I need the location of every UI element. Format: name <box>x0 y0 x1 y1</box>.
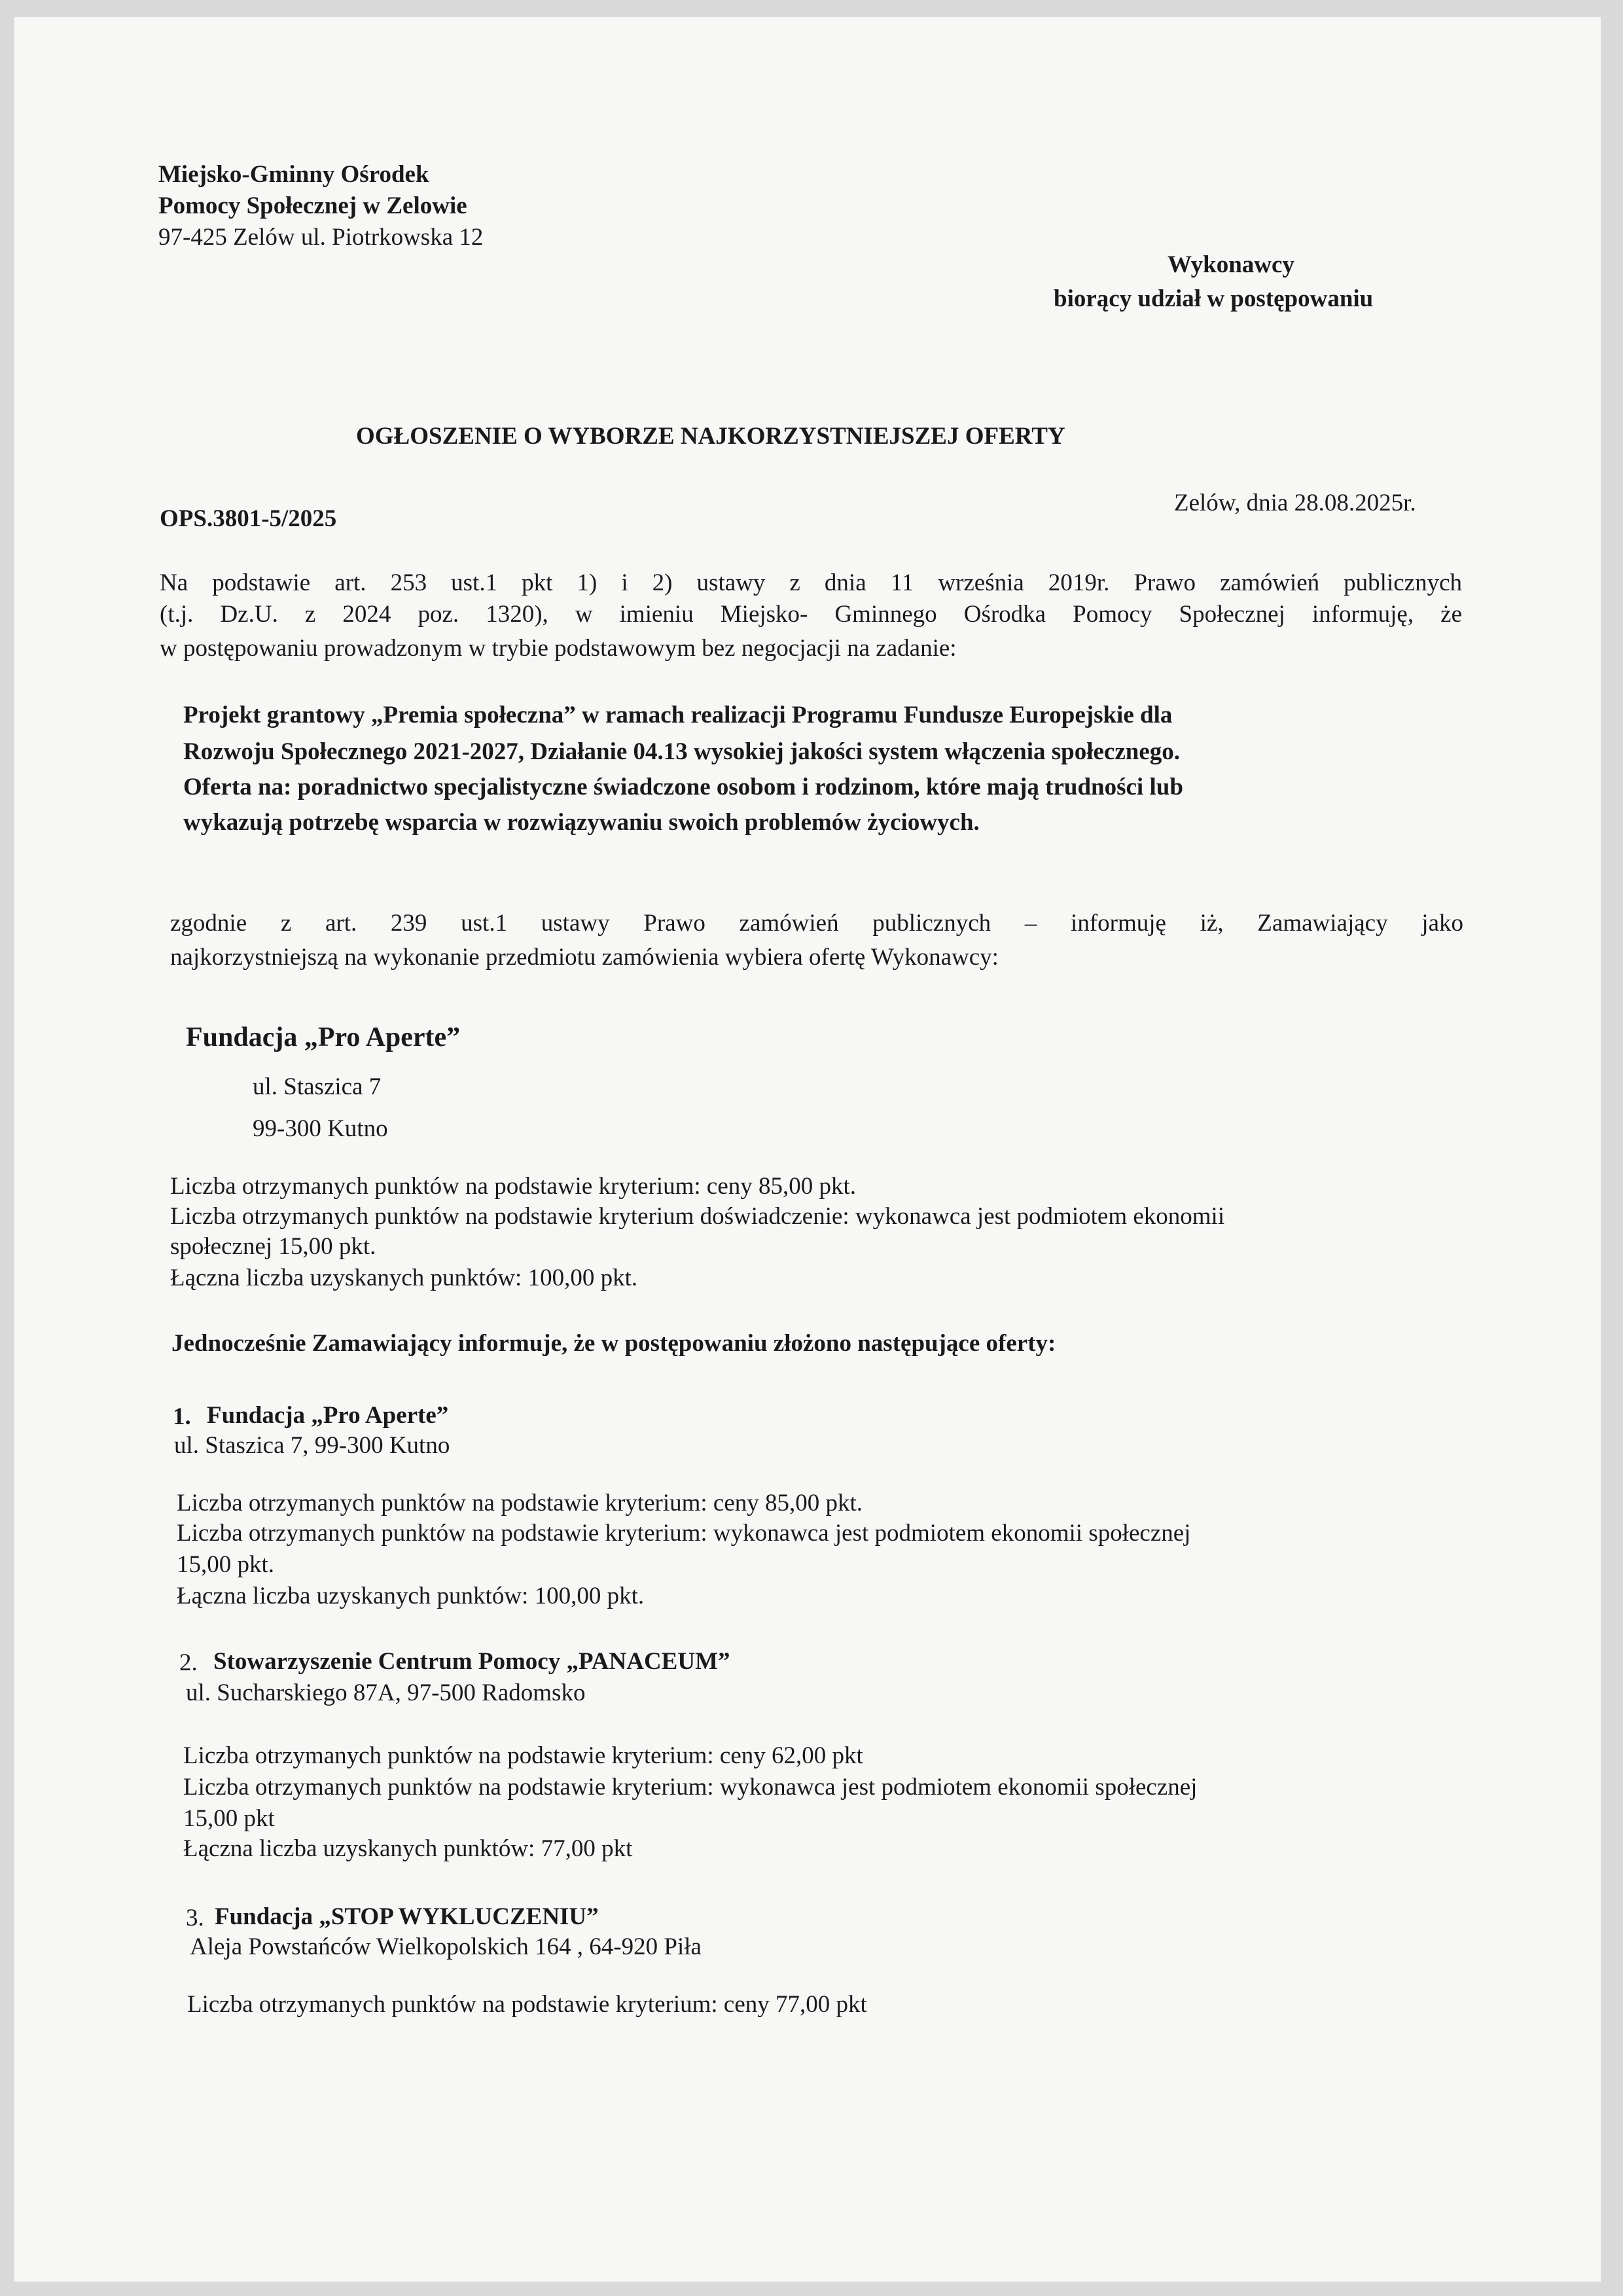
winner-points-experience-cont: społecznej 15,00 pkt. <box>170 1233 376 1260</box>
project-line-1: Projekt grantowy „Premia społeczna” w ramach realizacji Programu Fundusze Europejskie dla <box>183 702 1173 728</box>
intro-line-3: w postępowaniu prowadzonym w trybie podstawowym bez negocjacji na zadanie: <box>160 635 957 662</box>
offer-points-price: Liczba otrzymanych punktów na podstawie kryterium: ceny 77,00 pkt <box>187 1991 867 2018</box>
offer-number: 3. <box>186 1905 204 1931</box>
reference-number: OPS.3801-5/2025 <box>160 505 337 532</box>
winner-street: ul. Staszica 7 <box>253 1073 382 1100</box>
offer-points-criterion: Liczba otrzymanych punktów na podstawie kryterium: wykonawca jest podmiotem ekonomii społecznej <box>177 1520 1191 1547</box>
decision-line-2: najkorzystniejszą na wykonanie przedmiotu zamówienia wybiera ofertę Wykonawcy: <box>170 944 999 971</box>
offer-number: 1. <box>173 1403 191 1430</box>
sender-line-3: 97-425 Zelów ul. Piotrkowska 12 <box>158 224 484 251</box>
offer-name: Fundacja „STOP WYKLUCZENIU” <box>215 1903 599 1930</box>
winner-points-price: Liczba otrzymanych punktów na podstawie kryterium: ceny 85,00 pkt. <box>170 1173 857 1200</box>
offer-name: Stowarzyszenie Centrum Pomocy „PANACEUM” <box>213 1648 730 1675</box>
document-title: OGŁOSZENIE O WYBORZE NAJKORZYSTNIEJSZEJ OFERTY <box>356 423 1065 450</box>
sender-line-1: Miejsko-Gminny Ośrodek <box>158 161 429 188</box>
offer-points-price: Liczba otrzymanych punktów na podstawie kryterium: ceny 62,00 pkt <box>183 1742 863 1769</box>
offer-address: ul. Staszica 7, 99-300 Kutno <box>174 1432 450 1459</box>
offer-points-criterion: Liczba otrzymanych punktów na podstawie kryterium: wykonawca jest podmiotem ekonomii społecznej <box>183 1774 1198 1801</box>
winner-points-experience: Liczba otrzymanych punktów na podstawie kryterium doświadczenie: wykonawca jest podmiotem ekonomii <box>170 1203 1225 1230</box>
offer-points-criterion-cont: 15,00 pkt. <box>177 1551 275 1578</box>
sender-line-2: Pomocy Społecznej w Zelowie <box>158 192 467 219</box>
offer-points-total: Łączna liczba uzyskanych punktów: 100,00 pkt. <box>177 1583 645 1609</box>
winner-city: 99-300 Kutno <box>253 1115 388 1142</box>
project-line-2: Rozwoju Społecznego 2021-2027, Działanie 04.13 wysokiej jakości system włączenia społecznego. <box>183 738 1180 765</box>
intro-line-1: Na podstawie art. 253 ust.1 pkt 1) i 2) ustawy z dnia 11 września 2019r. Prawo zamówień publicznych <box>160 569 1462 596</box>
winner-points-total: Łączna liczba uzyskanych punktów: 100,00 pkt. <box>170 1265 638 1291</box>
winner-name: Fundacja „Pro Aperte” <box>186 1022 461 1052</box>
offer-address: Aleja Powstańców Wielkopolskich 164 , 64-920 Piła <box>190 1933 702 1960</box>
recipient-line-2: biorący udział w postępowaniu <box>1054 285 1374 312</box>
offer-number: 2. <box>179 1649 198 1676</box>
recipient-line-1: Wykonawcy <box>1168 251 1294 278</box>
project-line-3: Oferta na: poradnictwo specjalistyczne świadczone osobom i rodzinom, które mają trudności lub <box>183 774 1183 800</box>
offers-heading: Jednocześnie Zamawiający informuje, że w postępowaniu złożono następujące oferty: <box>171 1330 1056 1357</box>
offer-points-criterion-cont: 15,00 pkt <box>183 1805 275 1832</box>
offer-points-price: Liczba otrzymanych punktów na podstawie kryterium: ceny 85,00 pkt. <box>177 1490 863 1516</box>
offer-points-total: Łączna liczba uzyskanych punktów: 77,00 pkt <box>183 1835 633 1862</box>
intro-line-2: (t.j. Dz.U. z 2024 poz. 1320), w imieniu Miejsko- Gminnego Ośrodka Pomocy Społecznej informuję, że <box>160 601 1462 628</box>
offer-name: Fundacja „Pro Aperte” <box>207 1402 449 1429</box>
document-page <box>14 17 1601 2282</box>
decision-line-1: zgodnie z art. 239 ust.1 ustawy Prawo zamówień publicznych – informuję iż, Zamawiający jako <box>170 910 1463 937</box>
offer-address: ul. Sucharskiego 87A, 97-500 Radomsko <box>186 1679 586 1706</box>
project-line-4: wykazują potrzebę wsparcia w rozwiązywaniu swoich problemów życiowych. <box>183 809 980 836</box>
place-date: Zelów, dnia 28.08.2025r. <box>1174 490 1416 516</box>
